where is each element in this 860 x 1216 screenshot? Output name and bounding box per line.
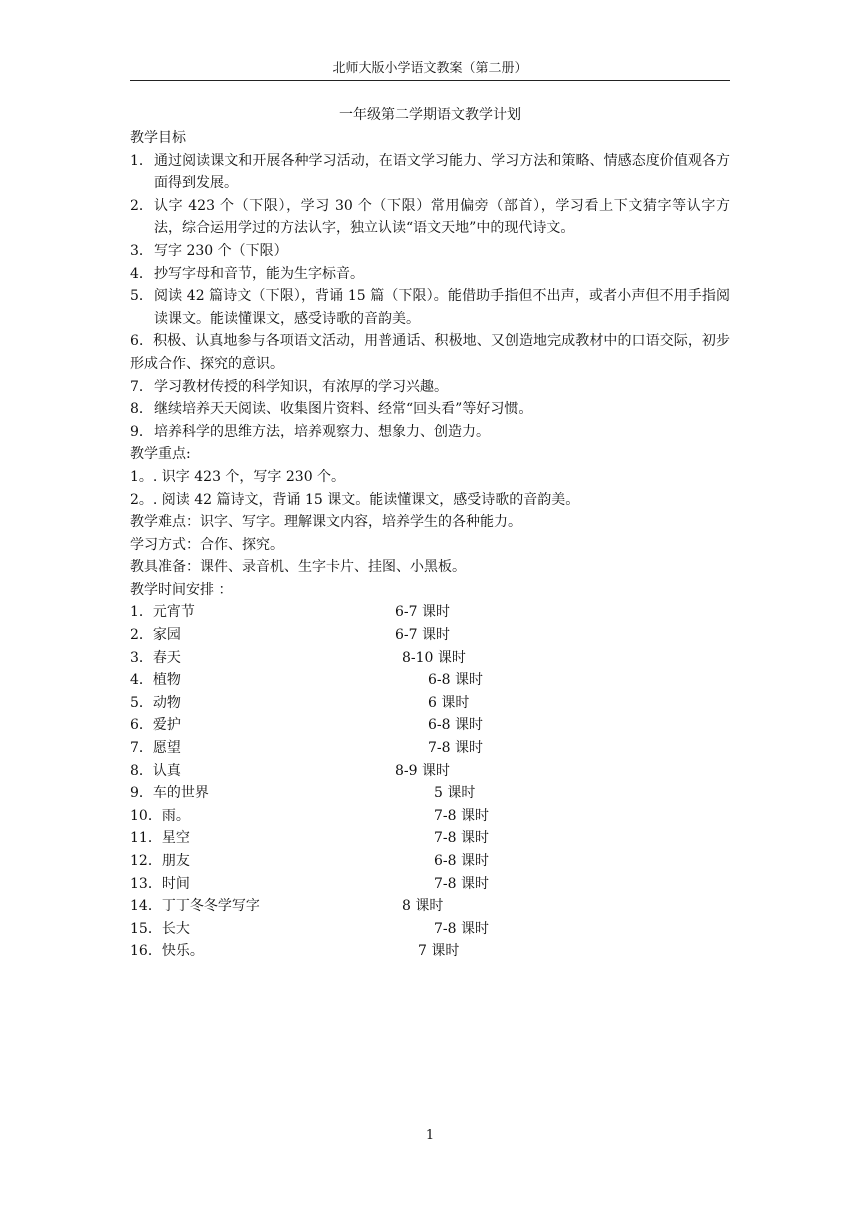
schedule-unit: 13．时间 [130, 875, 190, 892]
schedule-unit: 8．认真 [130, 762, 181, 779]
header-rule [130, 80, 730, 81]
goal-item [130, 263, 730, 286]
schedule-hours: 8-10 课时 [402, 649, 466, 666]
schedule-row [130, 873, 730, 896]
schedule-list [130, 601, 730, 963]
schedule-hours: 8-9 课时 [395, 762, 450, 779]
goal-item [130, 330, 730, 375]
schedule-row [130, 760, 730, 783]
schedule-row [130, 918, 730, 941]
goal-number: 4． [130, 265, 153, 282]
schedule-unit: 3．春天 [130, 649, 181, 666]
page-number: 1 [425, 1128, 435, 1143]
schedule-row [130, 714, 730, 737]
schedule-unit: 4．植物 [130, 672, 181, 689]
schedule-unit: 10．雨。 [130, 807, 190, 824]
goal-text: 学习教材传授的科学知识，有浓厚的学习兴趣。 [154, 378, 448, 395]
schedule-hours: 7-8 课时 [434, 920, 489, 937]
schedule-unit: 12．朋友 [130, 853, 190, 869]
goal-number: 9． [130, 423, 153, 440]
goal-number: 3． [130, 242, 153, 259]
goal-item [130, 150, 730, 195]
schedule-hours: 7-8 课时 [434, 875, 489, 892]
goal-number: 5． [130, 288, 153, 305]
schedule-unit: 7．愿望 [130, 740, 181, 757]
schedule-hours: 7-8 课时 [434, 807, 489, 824]
schedule-row [130, 692, 730, 715]
schedule-row [130, 624, 730, 647]
schedule-hours: 7-8 课时 [428, 740, 483, 757]
schedule-hours: 6-8 课时 [434, 853, 489, 869]
goal-number: 8． [130, 401, 153, 418]
goal-item [130, 376, 730, 399]
goal-text: 写字 230 个（下限） [154, 242, 288, 259]
difficulty-line: 教学难点：识字、写字。理解课文内容，培养学生的各种能力。 [130, 514, 522, 531]
schedule-row [130, 805, 730, 828]
materials-line: 教具准备：课件、录音机、生字卡片、挂图、小黑板。 [130, 559, 466, 576]
schedule-unit: 14．丁丁冬冬学写字 [130, 898, 260, 915]
goal-text: 阅读 42 篇诗文（下限），背诵 15 篇（下限）。能借助手指但不出声，或者小声但不用手指阅读课文。能读懂课文，感受诗歌的音韵美。 [154, 288, 730, 327]
schedule-hours: 6 课时 [428, 694, 470, 711]
goal-number: 6． [130, 333, 154, 350]
goal-item [130, 195, 730, 240]
goal-number: 2． [130, 197, 153, 214]
goal-item [130, 398, 730, 421]
goal-number: 1． [130, 152, 153, 169]
goal-item [130, 240, 730, 263]
goal-item [130, 285, 730, 330]
schedule-unit: 6．爱护 [130, 717, 181, 734]
schedule-unit: 11．星空 [130, 830, 190, 847]
goal-text: 抄写字母和音节，能为生字标音。 [154, 265, 364, 282]
goals-heading: 教学目标 [130, 130, 186, 146]
schedule-row [130, 940, 730, 963]
schedule-row [130, 850, 730, 873]
key-points-heading: 教学重点: [130, 446, 191, 463]
document-body [130, 127, 730, 963]
document-title: 一年级第二学期语文教学计划 [339, 107, 521, 123]
schedule-hours: 6-7 课时 [395, 627, 450, 644]
schedule-unit: 1．元宵节 [130, 604, 195, 621]
schedule-row [130, 601, 730, 624]
goal-text: 通过阅读课文和开展各种学习活动，在语文学习能力、学习方法和策略、情感态度价值观各方面得到发展。 [154, 152, 730, 192]
schedule-hours: 8 课时 [402, 898, 444, 915]
schedule-hours: 7-8 课时 [434, 830, 489, 847]
schedule-row [130, 827, 730, 850]
schedule-hours: 5 课时 [434, 785, 476, 802]
goal-text: 继续培养天天阅读、收集图片资料、经常“回头看”等好习惯。 [154, 401, 533, 418]
schedule-hours: 6-7 课时 [395, 604, 450, 621]
key-point-item: 1。. 识字 423 个，写字 230 个。 [130, 468, 346, 485]
key-point-item: 2。. 阅读 42 篇诗文，背诵 15 课文。能读懂课文，感受诗歌的音韵美。 [130, 491, 580, 508]
goal-text: 积极、认真地参与各项语文活动，用普通话、积极地、又创造地完成教材中的口语交际，初步形成合作、探究的意识。 [130, 333, 730, 372]
schedule-row [130, 782, 730, 805]
schedule-row [130, 669, 730, 692]
schedule-heading: 教学时间安排 ： [130, 581, 233, 598]
goal-text: 培养科学的思维方法，培养观察力、想象力、创造力。 [154, 423, 490, 440]
page-header: 北师大版小学语文教案（第二册） [332, 61, 528, 76]
schedule-hours: 6-8 课时 [428, 717, 483, 734]
goal-item [130, 421, 730, 444]
method-line: 学习方式：合作、探究。 [130, 536, 284, 553]
schedule-hours: 7 课时 [418, 943, 460, 960]
schedule-unit: 5．动物 [130, 694, 181, 711]
schedule-unit: 9．车的世界 [130, 785, 209, 802]
schedule-row [130, 737, 730, 760]
schedule-unit: 2．家园 [130, 627, 181, 644]
goal-text: 认字 423 个（下限），学习 30 个（下限）常用偏旁（部首），学习看上下文猜字等认字方法，综合运用学过的方法认字，独立认读“语文天地”中的现代诗文。 [154, 197, 730, 237]
goal-number: 7． [130, 378, 153, 395]
schedule-hours: 6-8 课时 [428, 672, 483, 689]
schedule-row [130, 647, 730, 670]
schedule-row [130, 895, 730, 918]
schedule-unit: 16．快乐。 [130, 943, 204, 960]
schedule-unit: 15．长大 [130, 920, 190, 937]
